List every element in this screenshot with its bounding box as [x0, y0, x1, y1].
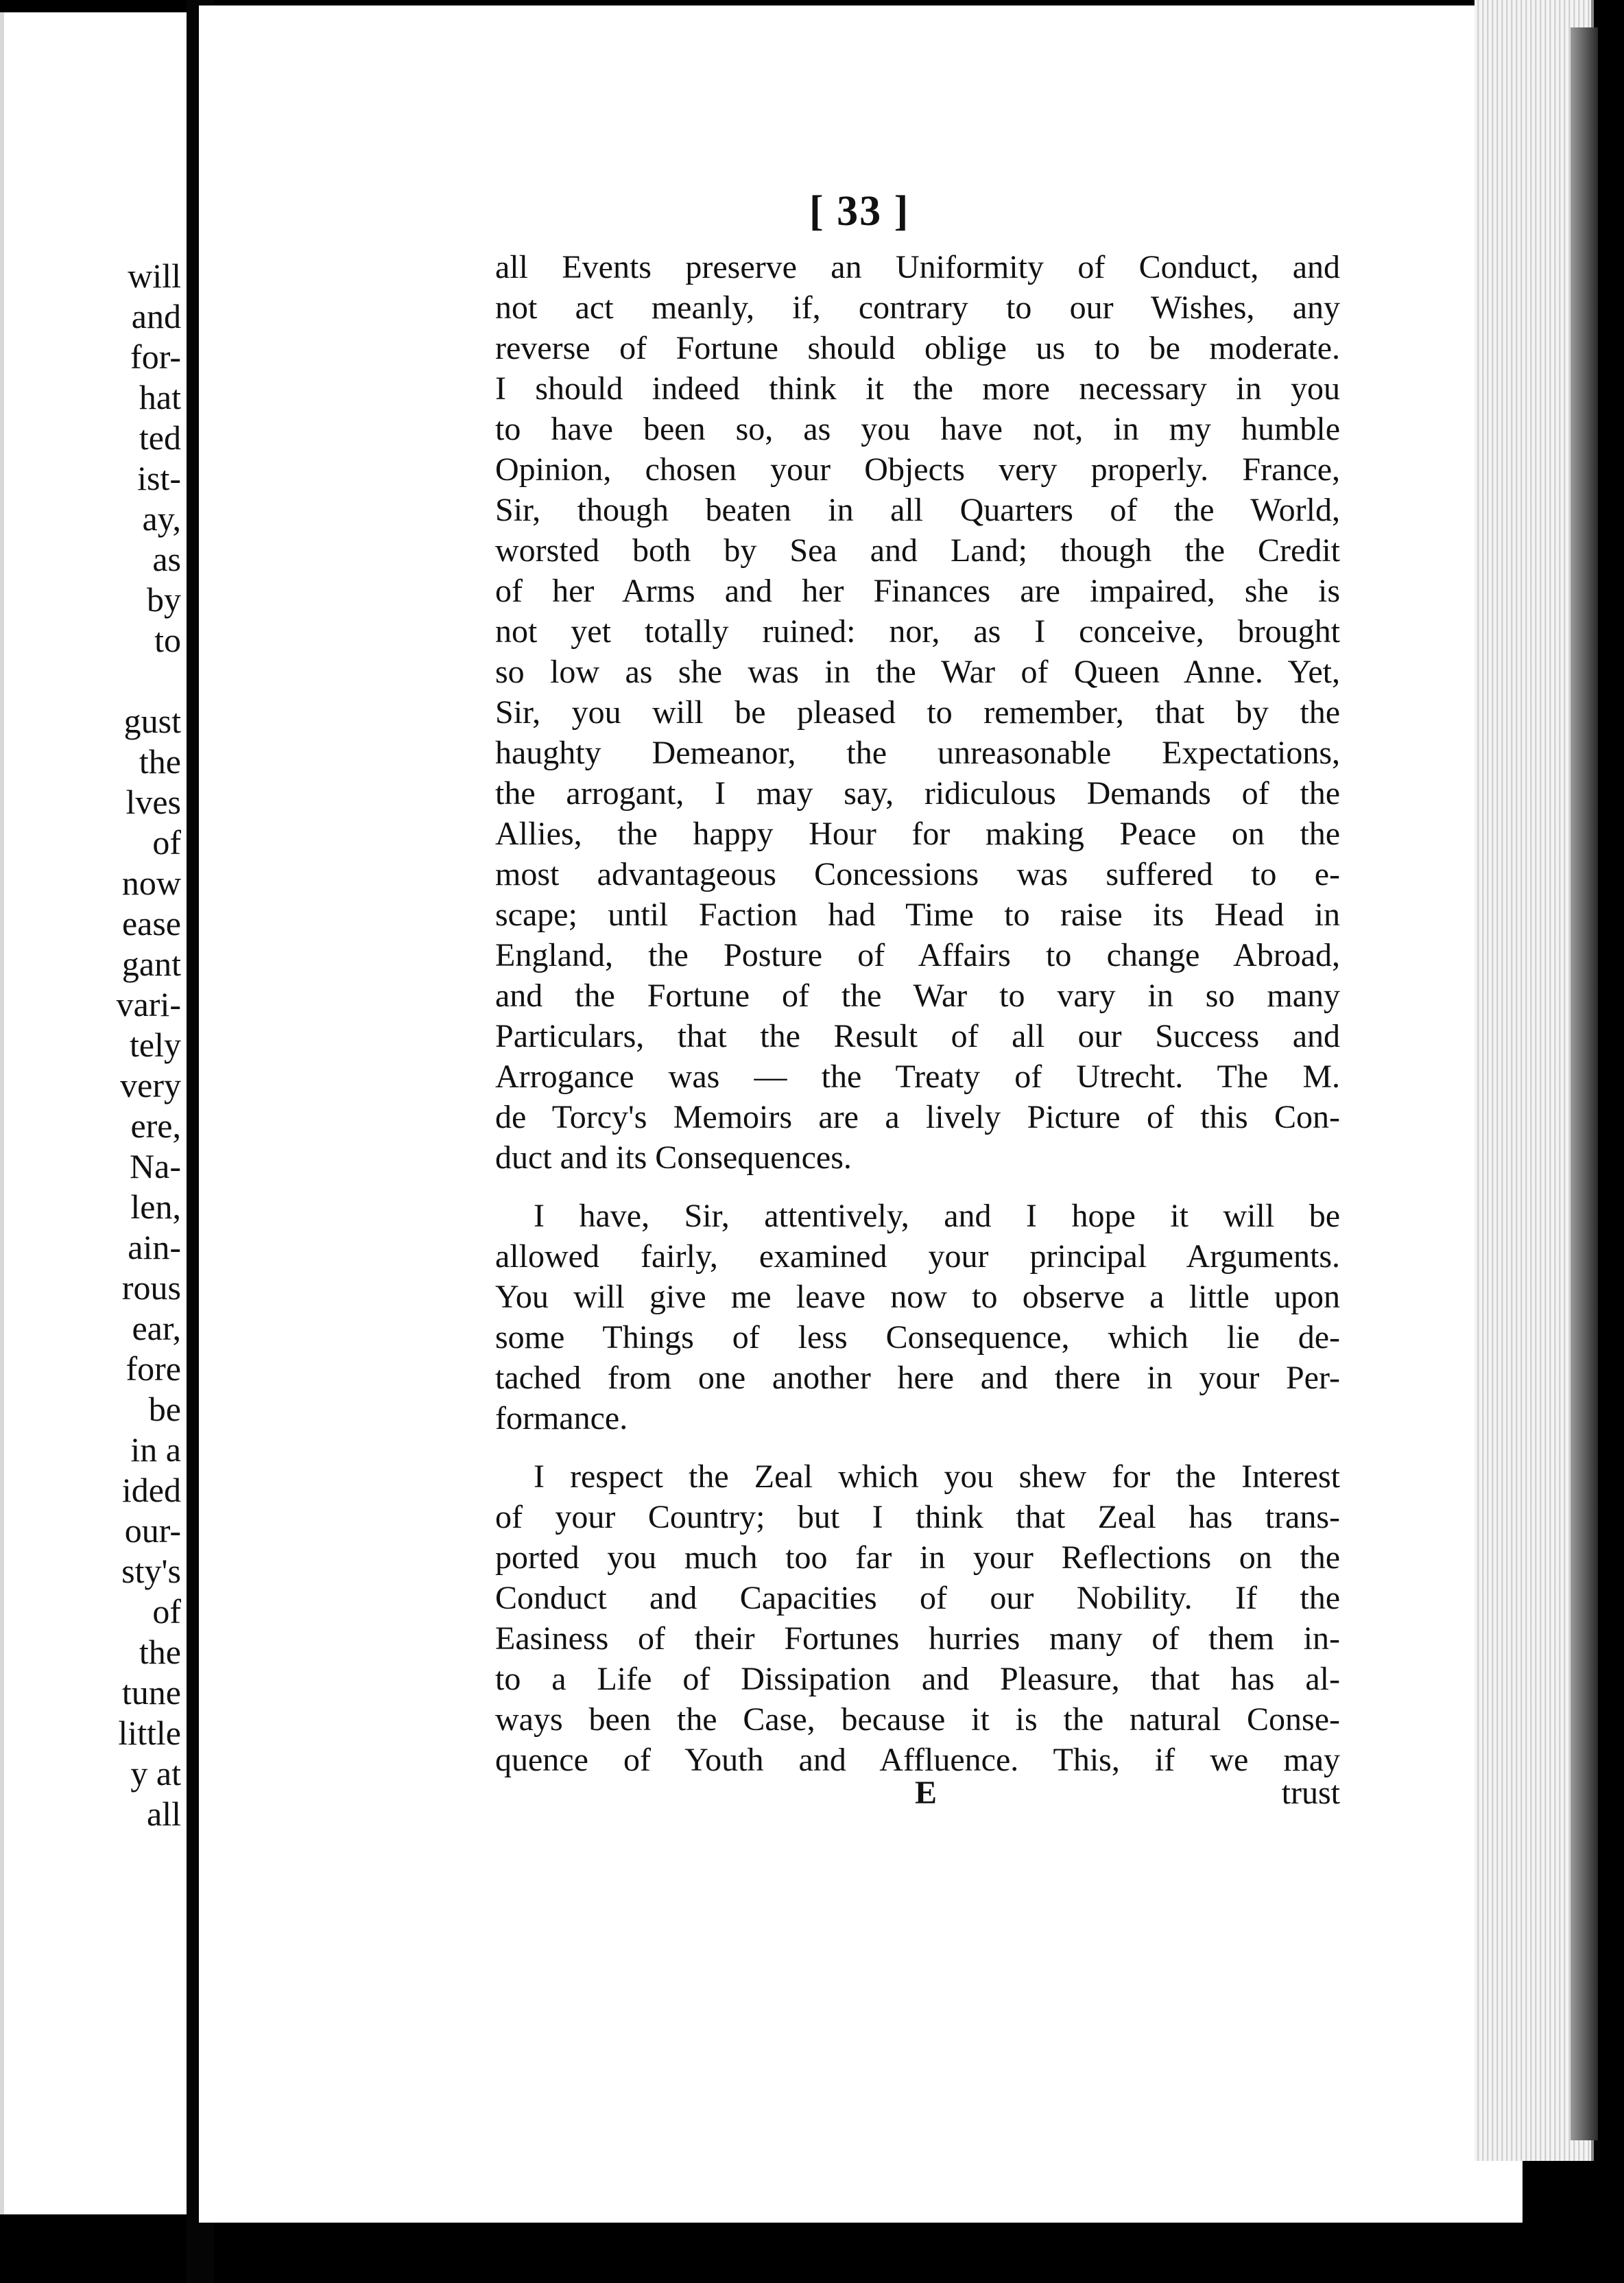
previous-page-line-ending: for- [130, 338, 181, 376]
text-line: Arrogance was — the Treaty of Utrecht. The M. [495, 1058, 1340, 1095]
text-line: Particulars, that the Result of all our Success and [495, 1018, 1340, 1054]
text-line: Allies, the happy Hour for making Peace on the [495, 816, 1340, 852]
text-line: ported you much too far in your Reflections on the [495, 1539, 1340, 1576]
previous-page-line-ending: vari- [116, 985, 181, 1024]
previous-page-line-ending: len, [130, 1187, 181, 1226]
text-line: not yet totally ruined: nor, as I conceive, brought [495, 613, 1340, 650]
text-line: to a Life of Dissipation and Pleasure, that has al- [495, 1661, 1340, 1697]
previous-page-line-ending: ay, [142, 499, 181, 538]
previous-page-line-ending: lves [126, 783, 181, 821]
previous-page-line-ending: hat [139, 378, 181, 416]
text-line: I should indeed think it the more necessary in you [495, 370, 1340, 407]
page [199, 5, 1522, 2223]
text-line: most advantageous Concessions was suffered to e- [495, 856, 1340, 892]
previous-page-edge [0, 12, 187, 2214]
text-line: reverse of Fortune should oblige us to be moderate. [495, 330, 1340, 366]
previous-page-line-ending: ease [121, 904, 181, 943]
text-line: some Things of less Consequence, which lie de- [495, 1319, 1340, 1356]
text-line: allowed fairly, examined your principal Arguments. [495, 1238, 1340, 1275]
text-line: haughty Demeanor, the unreasonable Expectations, [495, 735, 1340, 771]
text-line: Opinion, chosen your Objects very properly. France, [495, 451, 1340, 488]
text-line: to have been so, as you have not, in my humble [495, 411, 1340, 447]
text-line: tached from one another here and there in your Per- [495, 1360, 1340, 1396]
text-line: I have, Sir, attentively, and I hope it will be [534, 1198, 1340, 1234]
previous-page-line-ending: sty's [121, 1552, 181, 1590]
text-line: not act meanly, if, contrary to our Wishes, any [495, 289, 1340, 326]
text-line: ways been the Case, because it is the natural Conse- [495, 1701, 1340, 1738]
text-line: duct and its Consequences. [495, 1139, 852, 1176]
previous-page-line-ending: of [152, 1592, 181, 1631]
previous-page-line-ending: by [147, 580, 181, 619]
previous-page-line-ending: be [148, 1390, 181, 1428]
previous-page-line-ending: as [152, 540, 181, 578]
previous-page-line-ending: and [131, 297, 181, 335]
previous-page-line-ending: in a [130, 1430, 181, 1469]
page-stack-shadow [1571, 27, 1598, 2140]
text-line: Easiness of their Fortunes hurries many of them in- [495, 1620, 1340, 1657]
previous-page-line-ending: all [147, 1795, 181, 1833]
previous-page-line-ending: rous [121, 1268, 181, 1307]
previous-page-line-ending: ist- [137, 459, 181, 497]
text-line: of your Country; but I think that Zeal has trans- [495, 1499, 1340, 1535]
previous-page-line-ending: now [121, 864, 181, 902]
text-line: worsted both by Sea and Land; though the Credit [495, 532, 1340, 569]
previous-page-line-ending: ided [121, 1471, 181, 1509]
previous-page-line-ending: ain- [128, 1228, 181, 1266]
previous-page-line-ending: tune [121, 1673, 181, 1712]
text-line: You will give me leave now to observe a little upon [495, 1279, 1340, 1315]
page-number: [ 33 ] [809, 188, 910, 235]
text-line: de Torcy's Memoirs are a lively Picture of this Con- [495, 1099, 1340, 1135]
text-line: formance. [495, 1400, 628, 1436]
page-edge-shading [0, 12, 4, 2214]
signature-mark: E [915, 1775, 938, 1811]
previous-page-line-ending: fore [126, 1349, 181, 1388]
previous-page-line-ending: tely [130, 1026, 181, 1064]
previous-page-line-ending: Na- [130, 1147, 181, 1185]
catchword: trust [1281, 1775, 1340, 1811]
paragraph-gap [495, 1439, 1340, 1456]
page-footer [495, 1774, 1340, 1815]
previous-page-line-ending: will [128, 257, 181, 295]
previous-page-line-ending: ere, [130, 1107, 181, 1145]
previous-page-line-ending [10, 661, 181, 701]
text-line: Conduct and Capacities of our Nobility. If the [495, 1580, 1340, 1616]
previous-page-line-ending: very [120, 1066, 181, 1104]
text-line: I respect the Zeal which you shew for the Interest [534, 1458, 1340, 1495]
previous-page-line-ending: the [139, 742, 181, 781]
previous-page-line-ending: little [118, 1714, 181, 1752]
previous-page-line-ending: to [154, 621, 181, 659]
body-text [495, 247, 1340, 1780]
text-line: the arrogant, I may say, ridiculous Demands of the [495, 775, 1340, 812]
previous-page-line-ending: gant [121, 945, 181, 983]
text-line: Sir, you will be pleased to remember, that by the [495, 694, 1340, 731]
previous-page-line-ending: the [139, 1633, 181, 1671]
text-line: England, the Posture of Affairs to change Abroad, [495, 937, 1340, 973]
previous-page-line-ending: y at [130, 1754, 181, 1793]
previous-page-line-ending: gust [123, 702, 181, 740]
previous-page-line-ending: of [152, 823, 181, 862]
previous-page-line-endings [10, 256, 181, 1834]
text-line: scape; until Faction had Time to raise its Head in [495, 897, 1340, 933]
previous-page-line-ending: ear, [132, 1309, 181, 1347]
previous-page-line-ending: ted [139, 418, 181, 457]
text-line: quence of Youth and Affluence. This, if we may [495, 1742, 1340, 1778]
paragraph-gap [495, 1178, 1340, 1196]
text-line: all Events preserve an Uniformity of Conduct, and [495, 249, 1340, 285]
text-line: Sir, though beaten in all Quarters of the World, [495, 492, 1340, 528]
text-line: so low as she was in the War of Queen Anne. Yet, [495, 654, 1340, 690]
text-line: of her Arms and her Finances are impaired, she is [495, 573, 1340, 609]
text-line: and the Fortune of the War to vary in so many [495, 978, 1340, 1014]
previous-page-line-ending: our- [124, 1511, 181, 1550]
